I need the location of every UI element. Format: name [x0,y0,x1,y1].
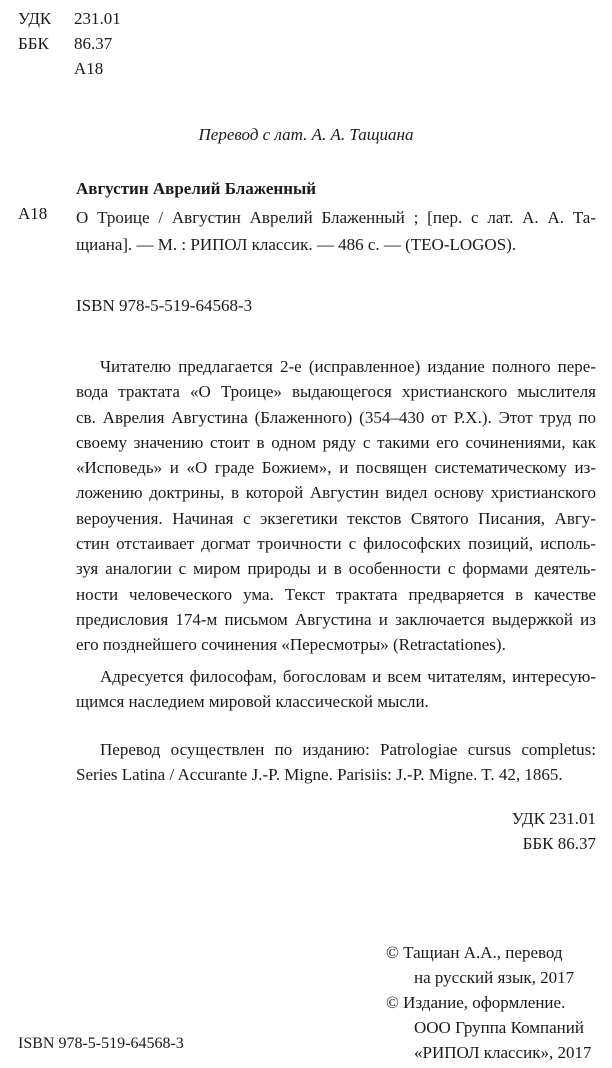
copyright-line: © Тащиан А.А., перевод [386,943,563,962]
classification-codes [18,6,121,81]
author-mark: А18 [74,59,104,78]
copyright-block [386,940,591,1065]
text-line: зуя аналогии с миром природы и в особенности с формами деятель- [76,559,596,579]
catalog-author: Августин Аврелий Блаженный [76,179,317,198]
isbn-top: ISBN 978-5-519-64568-3 [76,296,253,315]
catalog-mark: А18 [18,204,48,223]
translator-credit: Перевод с лат. А. А. Тащиана [198,125,414,144]
udk-right: УДК 231.01 [511,809,596,828]
bbk-row [18,31,121,56]
catalog-description [76,204,596,258]
text-line: ности человеческого ума. Текст трактата предваряется в качестве [76,584,596,604]
isbn-bottom: ISBN 978-5-519-64568-3 [18,1035,184,1052]
udk-row [18,6,121,31]
text-line: щимся наследием мировой классической мысли. [76,692,429,712]
annotation-paragraph-2 [76,664,596,715]
text-line: вода трактата «О Троице» выдающегося христианского мыслителя [76,382,596,402]
text-line: ложению доктрины, в которой Августин видел основу христианского [76,483,596,503]
bbk-value: 86.37 [74,34,113,53]
text-line: вероучения. Начиная с экзегетики текстов Святого Писания, Авгу- [76,508,596,528]
catalog-line: щиана]. — М. : РИПОЛ классик. — 486 с. — (TEO-LOGOS). [76,235,517,254]
copyright-line: на русский язык, 2017 [414,968,575,987]
udk-value: 231.01 [74,9,121,28]
text-line: Читателю предлагается 2-е (исправленное) издание полного пере- [100,357,596,376]
bbk-right: ББК 86.37 [522,834,596,853]
text-line: св. Аврелия Августина (Блаженного) (354–430 от Р.Х.). Этот труд по [76,407,596,427]
copyright-line: ООО Группа Компаний [414,1018,584,1037]
udk-label: УДК [18,9,52,28]
catalog-line: О Троице / Августин Аврелий Блаженный ; [пер. с лат. А. А. Та- [76,208,596,227]
author-mark-row [18,56,121,81]
annotation-paragraph-1 [76,354,596,658]
text-line: «Исповедь» и «О граде Божием», и посвящен систематическому из- [76,458,596,478]
text-line: предисловия 174-м письмом Августина и заключается выдержкой из [76,609,596,629]
text-line: Series Latina / Accurante J.-P. Migne. Parisiis: J.-P. Migne. T. 42, 1865. [76,765,563,785]
text-line: Перевод осуществлен по изданию: Patrologiae cursus completus: [100,740,596,759]
classification-codes-right [512,806,596,856]
copyright-line: © Издание, оформление. [386,993,566,1012]
copyright-line: «РИПОЛ классик», 2017 [414,1043,592,1062]
text-line: стин отстаивает догмат троичности с философских позиций, исполь- [76,534,596,554]
annotation-paragraph-3 [76,737,596,788]
text-line: своему значению стоит в одном ряду с такими его сочинениями, как [76,432,596,452]
text-line: его позднейшего сочинения «Пересмотры» (Retractationes). [76,635,506,655]
text-line: Адресуется философам, богословам и всем читателям, интересую- [100,667,596,686]
bbk-label: ББК [18,34,49,53]
